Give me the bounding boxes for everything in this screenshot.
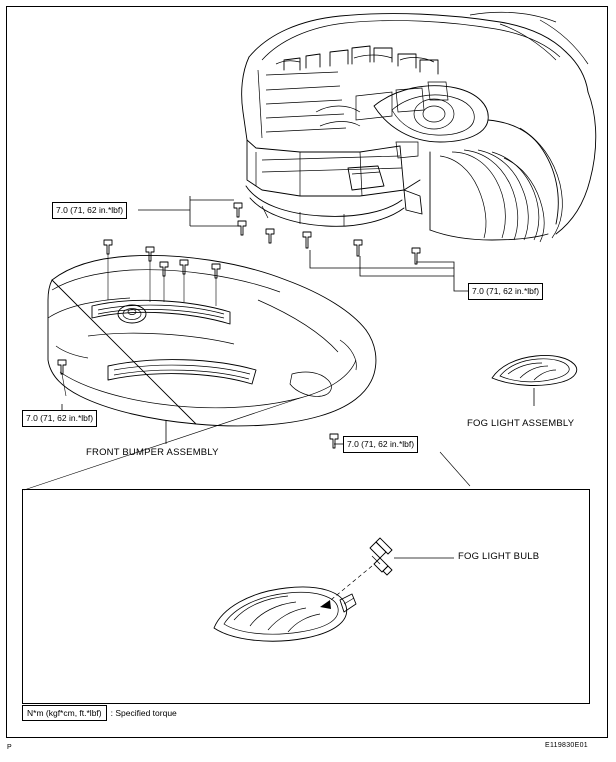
torque-callout-right: 7.0 (71, 62 in.*lbf) xyxy=(468,283,543,300)
leader-lines-right xyxy=(310,250,470,291)
label-fog-light-bulb: FOG LIGHT BULB xyxy=(458,551,540,562)
bolt-icon xyxy=(160,262,168,276)
fog-light-assembly-illustration xyxy=(492,355,577,385)
torque-callout-upper-left: 7.0 (71, 62 in.*lbf) xyxy=(52,202,127,219)
leader-lines-upper-left xyxy=(138,196,238,226)
torque-callout-lower-center: 7.0 (71, 62 in.*lbf) xyxy=(343,436,418,453)
front-bumper-illustration xyxy=(48,255,376,425)
bolt-icon xyxy=(330,434,338,448)
bolt-icon xyxy=(354,240,362,256)
torque-legend-meaning: : Specified torque xyxy=(110,708,177,718)
bolt-icon xyxy=(146,247,154,261)
label-fog-light-assembly: FOG LIGHT ASSEMBLY xyxy=(467,418,575,429)
torque-legend-units: N*m (kgf*cm, ft.*lbf) xyxy=(22,705,107,721)
vehicle-front-illustration xyxy=(242,12,596,242)
bolt-icon xyxy=(58,360,66,374)
bolt-group-upper xyxy=(234,203,420,264)
page-corner-mark: P xyxy=(7,744,12,751)
bolt-icon xyxy=(104,240,112,254)
bolt-icon xyxy=(238,221,246,235)
torque-callout-lower-left: 7.0 (71, 62 in.*lbf) xyxy=(22,410,97,427)
figure-code: E119830E01 xyxy=(545,742,588,749)
label-front-bumper-assembly: FRONT BUMPER ASSEMBLY xyxy=(86,447,219,458)
bolt-icon xyxy=(266,229,274,243)
bolt-icon xyxy=(234,203,242,217)
detail-view-box xyxy=(22,489,590,704)
torque-legend xyxy=(22,705,177,721)
bolt-group-bumper xyxy=(58,240,338,448)
bolt-icon xyxy=(303,232,311,248)
